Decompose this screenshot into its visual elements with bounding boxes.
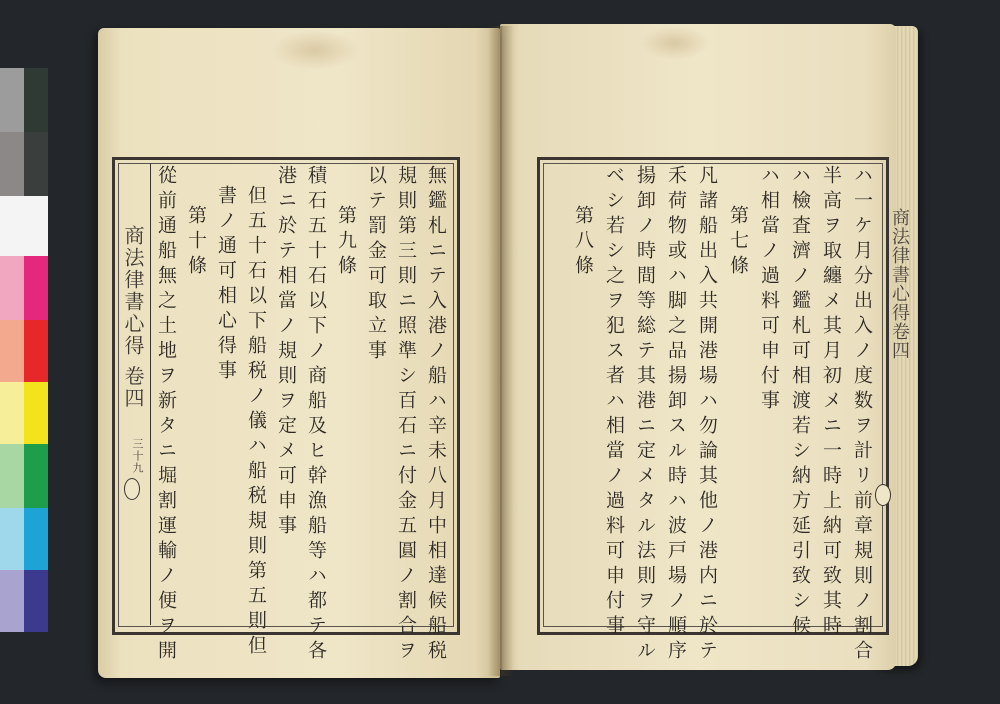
text-column: 揚卸ノ時間等総テ其港ニ定メタル法則ヲ守ル	[634, 165, 656, 665]
article-heading: 第八條	[572, 205, 594, 280]
book-title-header: 商法律書心得 卷四	[121, 225, 145, 410]
text-column: 但五十石以下船税ノ儀ハ船税規則第五則但	[245, 185, 267, 660]
header-column-rule	[150, 163, 151, 625]
article-heading: 第十條	[185, 205, 207, 280]
text-column: 無鑑札ニテ入港ノ船ハ辛未八月中相達候船税	[425, 165, 447, 665]
text-column: 港ニ於テ相當ノ規則ヲ定メ可申事	[275, 165, 297, 540]
color-calibration-strip	[0, 68, 50, 634]
article-heading: 第七條	[727, 205, 749, 280]
text-column: ハ相當ノ過料可申付事	[758, 165, 780, 415]
paper-stain	[270, 30, 360, 70]
text-column: ハ檢査濟ノ鑑札可相渡若シ納方延引致シ候	[789, 165, 811, 640]
text-column: 書ノ通可相心得事	[215, 185, 237, 385]
book-gutter	[488, 26, 514, 676]
folio-number: 三十九	[131, 438, 144, 474]
text-column: 凡諸船出入共開港場ハ勿論其他ノ港内ニ於テ	[696, 165, 718, 665]
text-column: ハ一ケ月分出入ノ度数ヲ計リ前章規則ノ割合	[851, 165, 873, 665]
text-column: 從前通船無之土地ヲ新タニ堀割運輸ノ便ヲ開	[155, 165, 177, 665]
text-column: 半高ヲ取纏メ其月初メニ一時上納可致其時	[820, 165, 842, 640]
fore-edge-title: 商法律書心得卷四	[889, 208, 910, 360]
fishtail-mark	[124, 478, 140, 500]
text-column: 以テ罰金可取立事	[365, 165, 387, 365]
fishtail-mark	[875, 484, 891, 506]
text-column: ベシ若シ之ヲ犯ス者ハ相當ノ過料可申付事	[603, 165, 625, 640]
article-heading: 第九條	[335, 205, 357, 280]
paper-stain	[640, 26, 710, 60]
text-column: 禾荷物或ハ脚之品揚卸スル時ハ波戸場ノ順序	[665, 165, 687, 665]
text-column: 規則第三則ニ照準シ百石ニ付金五圓ノ割合ヲ	[395, 165, 417, 665]
text-column: 積石五十石以下ノ商船及ヒ幹漁船等ハ都テ各	[305, 165, 327, 665]
